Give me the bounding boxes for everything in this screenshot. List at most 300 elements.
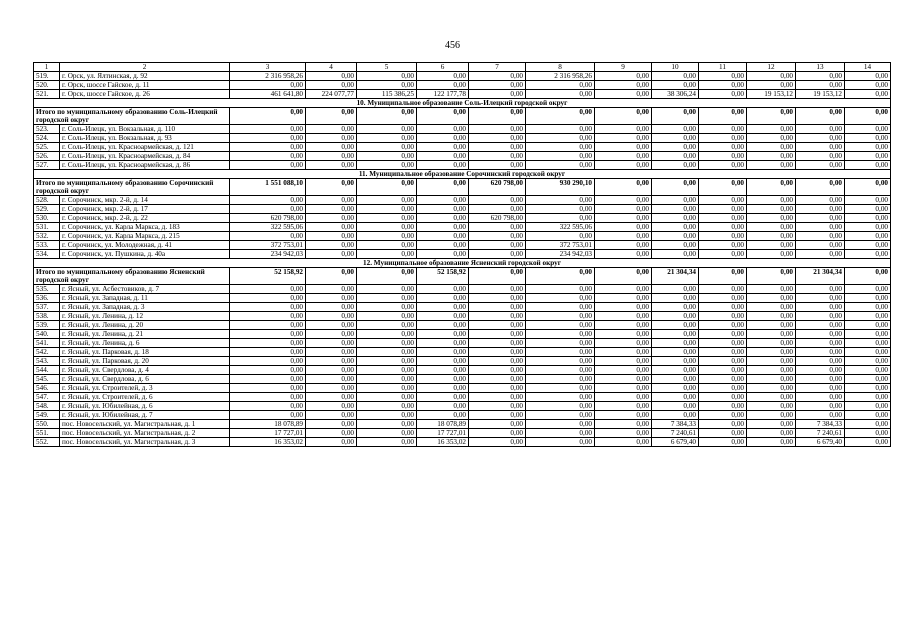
value-cell: 0,00 bbox=[747, 429, 796, 438]
value-cell: 0,00 bbox=[652, 294, 699, 303]
value-cell: 0,00 bbox=[845, 143, 891, 152]
row-number-cell: 547. bbox=[34, 393, 60, 402]
value-cell: 0,00 bbox=[845, 438, 891, 447]
value-cell: 0,00 bbox=[845, 205, 891, 214]
address-cell: г. Ясный, ул. Юбилейная, д. 7 bbox=[60, 411, 230, 420]
total-value-cell: 0,00 bbox=[796, 108, 845, 125]
total-value-cell: 0,00 bbox=[747, 268, 796, 285]
value-cell: 0,00 bbox=[652, 348, 699, 357]
address-cell: г. Ясный, ул. Строителей, д. 6 bbox=[60, 393, 230, 402]
value-cell: 0,00 bbox=[469, 420, 526, 429]
value-cell: 0,00 bbox=[845, 321, 891, 330]
total-value-cell: 0,00 bbox=[469, 108, 526, 125]
value-cell: 0,00 bbox=[357, 81, 417, 90]
value-cell: 0,00 bbox=[699, 285, 747, 294]
value-cell: 0,00 bbox=[699, 357, 747, 366]
value-cell: 0,00 bbox=[595, 161, 652, 170]
value-cell: 0,00 bbox=[526, 303, 595, 312]
value-cell: 0,00 bbox=[747, 161, 796, 170]
value-cell: 0,00 bbox=[469, 241, 526, 250]
table-row bbox=[34, 402, 891, 411]
value-cell: 0,00 bbox=[747, 81, 796, 90]
value-cell: 0,00 bbox=[469, 366, 526, 375]
value-cell: 0,00 bbox=[796, 348, 845, 357]
value-cell: 0,00 bbox=[417, 134, 469, 143]
value-cell: 0,00 bbox=[845, 294, 891, 303]
value-cell: 0,00 bbox=[526, 134, 595, 143]
value-cell: 0,00 bbox=[796, 232, 845, 241]
value-cell: 0,00 bbox=[469, 294, 526, 303]
value-cell: 0,00 bbox=[306, 214, 357, 223]
value-cell: 0,00 bbox=[699, 250, 747, 259]
value-cell: 0,00 bbox=[747, 143, 796, 152]
value-cell: 0,00 bbox=[417, 321, 469, 330]
value-cell: 0,00 bbox=[526, 357, 595, 366]
value-cell: 0,00 bbox=[595, 312, 652, 321]
value-cell: 0,00 bbox=[796, 357, 845, 366]
value-cell: 0,00 bbox=[306, 357, 357, 366]
value-cell: 0,00 bbox=[796, 196, 845, 205]
column-header: 1 bbox=[34, 63, 60, 72]
value-cell: 0,00 bbox=[417, 285, 469, 294]
value-cell: 0,00 bbox=[699, 312, 747, 321]
address-cell: г. Ясный, ул. Ленина, д. 20 bbox=[60, 321, 230, 330]
section-header-row bbox=[34, 259, 891, 268]
table-row bbox=[34, 214, 891, 223]
column-header: 2 bbox=[60, 63, 230, 72]
value-cell: 0,00 bbox=[699, 375, 747, 384]
value-cell: 322 595,06 bbox=[230, 223, 306, 232]
total-value-cell: 1 551 088,10 bbox=[230, 179, 306, 196]
value-cell: 0,00 bbox=[357, 196, 417, 205]
value-cell: 0,00 bbox=[526, 438, 595, 447]
value-cell: 0,00 bbox=[469, 223, 526, 232]
value-cell: 0,00 bbox=[357, 223, 417, 232]
value-cell: 0,00 bbox=[526, 384, 595, 393]
address-cell: г. Соль-Илецк, ул. Красноармейская, д. 84 bbox=[60, 152, 230, 161]
value-cell: 0,00 bbox=[306, 321, 357, 330]
value-cell: 0,00 bbox=[306, 232, 357, 241]
column-header: 11 bbox=[699, 63, 747, 72]
table-row bbox=[34, 81, 891, 90]
total-value-cell: 0,00 bbox=[595, 108, 652, 125]
value-cell: 0,00 bbox=[469, 402, 526, 411]
section-title: 12. Муниципальное образование Ясненский городской округ bbox=[34, 259, 891, 268]
value-cell: 0,00 bbox=[699, 402, 747, 411]
column-header: 10 bbox=[652, 63, 699, 72]
address-cell: г. Сорочинск, ул. Карла Маркса, д. 183 bbox=[60, 223, 230, 232]
value-cell: 0,00 bbox=[747, 348, 796, 357]
value-cell: 0,00 bbox=[469, 143, 526, 152]
value-cell: 0,00 bbox=[357, 384, 417, 393]
value-cell: 0,00 bbox=[652, 161, 699, 170]
value-cell: 0,00 bbox=[526, 294, 595, 303]
value-cell: 0,00 bbox=[417, 152, 469, 161]
value-cell: 0,00 bbox=[417, 250, 469, 259]
table-row bbox=[34, 205, 891, 214]
value-cell: 0,00 bbox=[796, 72, 845, 81]
row-number-cell: 543. bbox=[34, 357, 60, 366]
value-cell: 0,00 bbox=[699, 321, 747, 330]
value-cell: 0,00 bbox=[357, 348, 417, 357]
value-cell: 0,00 bbox=[796, 134, 845, 143]
column-header: 9 bbox=[595, 63, 652, 72]
value-cell: 17 727,01 bbox=[417, 429, 469, 438]
value-cell: 0,00 bbox=[595, 125, 652, 134]
value-cell: 0,00 bbox=[526, 143, 595, 152]
value-cell: 0,00 bbox=[526, 420, 595, 429]
value-cell: 18 078,89 bbox=[417, 420, 469, 429]
total-value-cell: 0,00 bbox=[845, 108, 891, 125]
table-body bbox=[34, 72, 891, 447]
value-cell: 0,00 bbox=[417, 366, 469, 375]
value-cell: 0,00 bbox=[699, 125, 747, 134]
value-cell: 0,00 bbox=[845, 214, 891, 223]
value-cell: 6 679,40 bbox=[796, 438, 845, 447]
value-cell: 0,00 bbox=[595, 72, 652, 81]
value-cell: 0,00 bbox=[306, 134, 357, 143]
value-cell: 0,00 bbox=[796, 250, 845, 259]
value-cell: 0,00 bbox=[417, 223, 469, 232]
row-number-cell: 546. bbox=[34, 384, 60, 393]
address-cell: г. Сорочинск, ул. Пушкина, д. 40а bbox=[60, 250, 230, 259]
value-cell: 0,00 bbox=[595, 303, 652, 312]
value-cell: 0,00 bbox=[230, 125, 306, 134]
value-cell: 0,00 bbox=[652, 366, 699, 375]
total-label: Итого по муниципальному образованию Ясненский городской округ bbox=[34, 268, 230, 285]
value-cell: 0,00 bbox=[747, 393, 796, 402]
value-cell: 0,00 bbox=[652, 339, 699, 348]
value-cell: 0,00 bbox=[796, 402, 845, 411]
address-cell: г. Ясный, ул. Ленина, д. 6 bbox=[60, 339, 230, 348]
value-cell: 0,00 bbox=[417, 303, 469, 312]
value-cell: 0,00 bbox=[230, 339, 306, 348]
value-cell: 0,00 bbox=[417, 125, 469, 134]
value-cell: 0,00 bbox=[699, 81, 747, 90]
value-cell: 0,00 bbox=[845, 348, 891, 357]
value-cell: 0,00 bbox=[845, 81, 891, 90]
value-cell: 0,00 bbox=[652, 214, 699, 223]
value-cell: 19 153,12 bbox=[796, 90, 845, 99]
table-row bbox=[34, 429, 891, 438]
value-cell: 0,00 bbox=[357, 205, 417, 214]
row-number-cell: 550. bbox=[34, 420, 60, 429]
value-cell: 115 386,25 bbox=[357, 90, 417, 99]
value-cell: 0,00 bbox=[469, 321, 526, 330]
value-cell: 7 240,61 bbox=[796, 429, 845, 438]
value-cell: 0,00 bbox=[747, 232, 796, 241]
value-cell: 0,00 bbox=[306, 241, 357, 250]
value-cell: 0,00 bbox=[357, 294, 417, 303]
value-cell: 0,00 bbox=[699, 196, 747, 205]
value-cell: 0,00 bbox=[357, 438, 417, 447]
value-cell: 0,00 bbox=[796, 411, 845, 420]
value-cell: 0,00 bbox=[747, 196, 796, 205]
value-cell: 0,00 bbox=[595, 384, 652, 393]
value-cell: 0,00 bbox=[595, 375, 652, 384]
value-cell: 18 078,89 bbox=[230, 420, 306, 429]
value-cell: 0,00 bbox=[526, 402, 595, 411]
address-cell: г. Ясный, ул. Парковая, д. 18 bbox=[60, 348, 230, 357]
value-cell: 0,00 bbox=[595, 339, 652, 348]
value-cell: 0,00 bbox=[230, 303, 306, 312]
value-cell: 0,00 bbox=[595, 241, 652, 250]
row-number-cell: 525. bbox=[34, 143, 60, 152]
value-cell: 0,00 bbox=[747, 438, 796, 447]
value-cell: 0,00 bbox=[699, 90, 747, 99]
value-cell: 0,00 bbox=[796, 312, 845, 321]
value-cell: 0,00 bbox=[357, 393, 417, 402]
value-cell: 0,00 bbox=[747, 366, 796, 375]
value-cell: 0,00 bbox=[699, 420, 747, 429]
value-cell: 0,00 bbox=[652, 125, 699, 134]
table-row bbox=[34, 161, 891, 170]
total-value-cell: 0,00 bbox=[357, 268, 417, 285]
value-cell: 0,00 bbox=[796, 125, 845, 134]
value-cell: 0,00 bbox=[845, 125, 891, 134]
total-value-cell: 0,00 bbox=[526, 268, 595, 285]
value-cell: 0,00 bbox=[595, 438, 652, 447]
total-value-cell: 0,00 bbox=[306, 108, 357, 125]
section-title: 11. Муниципальное образование Сорочинский городской округ bbox=[34, 170, 891, 179]
value-cell: 0,00 bbox=[469, 429, 526, 438]
value-cell: 0,00 bbox=[652, 152, 699, 161]
value-cell: 122 177,78 bbox=[417, 90, 469, 99]
value-cell: 2 316 958,26 bbox=[526, 72, 595, 81]
value-cell: 0,00 bbox=[306, 312, 357, 321]
value-cell: 0,00 bbox=[469, 81, 526, 90]
value-cell: 0,00 bbox=[417, 393, 469, 402]
value-cell: 0,00 bbox=[595, 205, 652, 214]
value-cell: 0,00 bbox=[699, 384, 747, 393]
data-table bbox=[33, 62, 891, 447]
total-value-cell: 0,00 bbox=[699, 268, 747, 285]
value-cell: 0,00 bbox=[230, 366, 306, 375]
address-cell: г. Соль-Илецк, ул. Красноармейская, д. 121 bbox=[60, 143, 230, 152]
value-cell: 0,00 bbox=[796, 339, 845, 348]
value-cell: 0,00 bbox=[845, 411, 891, 420]
column-header: 14 bbox=[845, 63, 891, 72]
table-row bbox=[34, 339, 891, 348]
total-value-cell: 0,00 bbox=[652, 179, 699, 196]
value-cell: 0,00 bbox=[595, 366, 652, 375]
value-cell: 372 753,01 bbox=[526, 241, 595, 250]
value-cell: 0,00 bbox=[469, 134, 526, 143]
value-cell: 0,00 bbox=[357, 366, 417, 375]
table-row bbox=[34, 384, 891, 393]
value-cell: 0,00 bbox=[747, 420, 796, 429]
value-cell: 0,00 bbox=[526, 330, 595, 339]
value-cell: 0,00 bbox=[747, 312, 796, 321]
value-cell: 0,00 bbox=[526, 196, 595, 205]
value-cell: 0,00 bbox=[417, 294, 469, 303]
value-cell: 0,00 bbox=[469, 438, 526, 447]
value-cell: 0,00 bbox=[357, 429, 417, 438]
value-cell: 0,00 bbox=[306, 339, 357, 348]
value-cell: 0,00 bbox=[796, 294, 845, 303]
value-cell: 0,00 bbox=[417, 357, 469, 366]
value-cell: 0,00 bbox=[469, 161, 526, 170]
value-cell: 0,00 bbox=[796, 366, 845, 375]
value-cell: 0,00 bbox=[417, 196, 469, 205]
value-cell: 0,00 bbox=[652, 393, 699, 402]
address-cell: г. Орск, ул. Ялтинская, д. 92 bbox=[60, 72, 230, 81]
value-cell: 0,00 bbox=[230, 312, 306, 321]
value-cell: 0,00 bbox=[747, 294, 796, 303]
value-cell: 0,00 bbox=[845, 402, 891, 411]
total-value-cell: 52 158,92 bbox=[417, 268, 469, 285]
value-cell: 0,00 bbox=[652, 196, 699, 205]
row-number-cell: 538. bbox=[34, 312, 60, 321]
row-number-cell: 536. bbox=[34, 294, 60, 303]
address-cell: г. Ясный, ул. Строителей, д. 3 bbox=[60, 384, 230, 393]
address-cell: г. Соль-Илецк, ул. Красноармейская, д. 86 bbox=[60, 161, 230, 170]
value-cell: 0,00 bbox=[230, 357, 306, 366]
value-cell: 0,00 bbox=[796, 303, 845, 312]
address-cell: г. Ясный, ул. Западная, д. 3 bbox=[60, 303, 230, 312]
value-cell: 0,00 bbox=[699, 393, 747, 402]
total-value-cell: 930 290,10 bbox=[526, 179, 595, 196]
value-cell: 0,00 bbox=[526, 125, 595, 134]
value-cell: 2 316 958,26 bbox=[230, 72, 306, 81]
value-cell: 0,00 bbox=[699, 205, 747, 214]
value-cell: 0,00 bbox=[595, 330, 652, 339]
value-cell: 0,00 bbox=[845, 429, 891, 438]
value-cell: 0,00 bbox=[417, 411, 469, 420]
total-value-cell: 0,00 bbox=[699, 108, 747, 125]
value-cell: 0,00 bbox=[699, 241, 747, 250]
value-cell: 234 942,03 bbox=[230, 250, 306, 259]
value-cell: 0,00 bbox=[699, 411, 747, 420]
value-cell: 0,00 bbox=[699, 232, 747, 241]
value-cell: 0,00 bbox=[357, 357, 417, 366]
value-cell: 0,00 bbox=[306, 438, 357, 447]
value-cell: 0,00 bbox=[526, 411, 595, 420]
row-number-cell: 534. bbox=[34, 250, 60, 259]
value-cell: 0,00 bbox=[747, 330, 796, 339]
value-cell: 0,00 bbox=[595, 214, 652, 223]
total-value-cell: 0,00 bbox=[306, 179, 357, 196]
value-cell: 0,00 bbox=[306, 420, 357, 429]
value-cell: 0,00 bbox=[845, 366, 891, 375]
value-cell: 0,00 bbox=[230, 402, 306, 411]
value-cell: 0,00 bbox=[230, 161, 306, 170]
value-cell: 0,00 bbox=[526, 81, 595, 90]
address-cell: г. Сорочинск, ул. Карла Маркса, д. 215 bbox=[60, 232, 230, 241]
value-cell: 0,00 bbox=[230, 143, 306, 152]
value-cell: 0,00 bbox=[306, 294, 357, 303]
value-cell: 0,00 bbox=[652, 285, 699, 294]
row-number-cell: 548. bbox=[34, 402, 60, 411]
value-cell: 0,00 bbox=[845, 420, 891, 429]
value-cell: 0,00 bbox=[417, 232, 469, 241]
value-cell: 0,00 bbox=[796, 152, 845, 161]
row-number-cell: 521. bbox=[34, 90, 60, 99]
table-row bbox=[34, 393, 891, 402]
value-cell: 0,00 bbox=[699, 134, 747, 143]
value-cell: 0,00 bbox=[595, 393, 652, 402]
total-value-cell: 620 798,00 bbox=[469, 179, 526, 196]
value-cell: 0,00 bbox=[306, 161, 357, 170]
total-value-cell: 21 304,34 bbox=[652, 268, 699, 285]
value-cell: 17 727,01 bbox=[230, 429, 306, 438]
total-label: Итого по муниципальному образованию Сорочинский городской округ bbox=[34, 179, 230, 196]
table-row bbox=[34, 72, 891, 81]
table-row bbox=[34, 303, 891, 312]
value-cell: 0,00 bbox=[699, 348, 747, 357]
value-cell: 0,00 bbox=[796, 241, 845, 250]
value-cell: 0,00 bbox=[796, 205, 845, 214]
address-cell: г. Ясный, ул. Ленина, д. 12 bbox=[60, 312, 230, 321]
value-cell: 0,00 bbox=[595, 232, 652, 241]
value-cell: 0,00 bbox=[230, 321, 306, 330]
value-cell: 0,00 bbox=[595, 411, 652, 420]
column-header: 3 bbox=[230, 63, 306, 72]
address-cell: г. Соль-Илецк, ул. Вокзальная, д. 110 bbox=[60, 125, 230, 134]
value-cell: 0,00 bbox=[417, 384, 469, 393]
value-cell: 0,00 bbox=[526, 348, 595, 357]
value-cell: 0,00 bbox=[417, 312, 469, 321]
total-value-cell: 0,00 bbox=[699, 179, 747, 196]
table-row bbox=[34, 438, 891, 447]
value-cell: 0,00 bbox=[357, 411, 417, 420]
value-cell: 461 641,80 bbox=[230, 90, 306, 99]
value-cell: 0,00 bbox=[652, 330, 699, 339]
table-row bbox=[34, 348, 891, 357]
value-cell: 0,00 bbox=[230, 348, 306, 357]
total-value-cell: 0,00 bbox=[595, 268, 652, 285]
value-cell: 0,00 bbox=[230, 393, 306, 402]
row-number-cell: 537. bbox=[34, 303, 60, 312]
value-cell: 0,00 bbox=[417, 339, 469, 348]
total-value-cell: 0,00 bbox=[652, 108, 699, 125]
value-cell: 0,00 bbox=[417, 81, 469, 90]
address-cell: г. Ясный, ул. Ленина, д. 21 bbox=[60, 330, 230, 339]
value-cell: 0,00 bbox=[652, 411, 699, 420]
value-cell: 0,00 bbox=[526, 321, 595, 330]
value-cell: 0,00 bbox=[796, 214, 845, 223]
table-row bbox=[34, 152, 891, 161]
total-value-cell: 0,00 bbox=[747, 179, 796, 196]
value-cell: 0,00 bbox=[306, 285, 357, 294]
value-cell: 0,00 bbox=[306, 303, 357, 312]
value-cell: 0,00 bbox=[417, 348, 469, 357]
value-cell: 0,00 bbox=[526, 393, 595, 402]
value-cell: 620 798,00 bbox=[230, 214, 306, 223]
value-cell: 372 753,01 bbox=[230, 241, 306, 250]
value-cell: 0,00 bbox=[699, 366, 747, 375]
address-cell: г. Соль-Илецк, ул. Вокзальная, д. 93 bbox=[60, 134, 230, 143]
value-cell: 0,00 bbox=[747, 152, 796, 161]
value-cell: 0,00 bbox=[747, 72, 796, 81]
address-cell: г. Ясный, ул. Асбестовиков, д. 7 bbox=[60, 285, 230, 294]
value-cell: 0,00 bbox=[845, 384, 891, 393]
value-cell: 0,00 bbox=[796, 285, 845, 294]
value-cell: 0,00 bbox=[595, 81, 652, 90]
value-cell: 0,00 bbox=[845, 223, 891, 232]
value-cell: 0,00 bbox=[306, 125, 357, 134]
value-cell: 0,00 bbox=[595, 223, 652, 232]
value-cell: 0,00 bbox=[469, 348, 526, 357]
value-cell: 0,00 bbox=[469, 411, 526, 420]
value-cell: 0,00 bbox=[526, 152, 595, 161]
table-row bbox=[34, 420, 891, 429]
value-cell: 7 240,61 bbox=[652, 429, 699, 438]
value-cell: 620 798,00 bbox=[469, 214, 526, 223]
value-cell: 0,00 bbox=[845, 72, 891, 81]
value-cell: 0,00 bbox=[747, 411, 796, 420]
section-header-row bbox=[34, 99, 891, 108]
